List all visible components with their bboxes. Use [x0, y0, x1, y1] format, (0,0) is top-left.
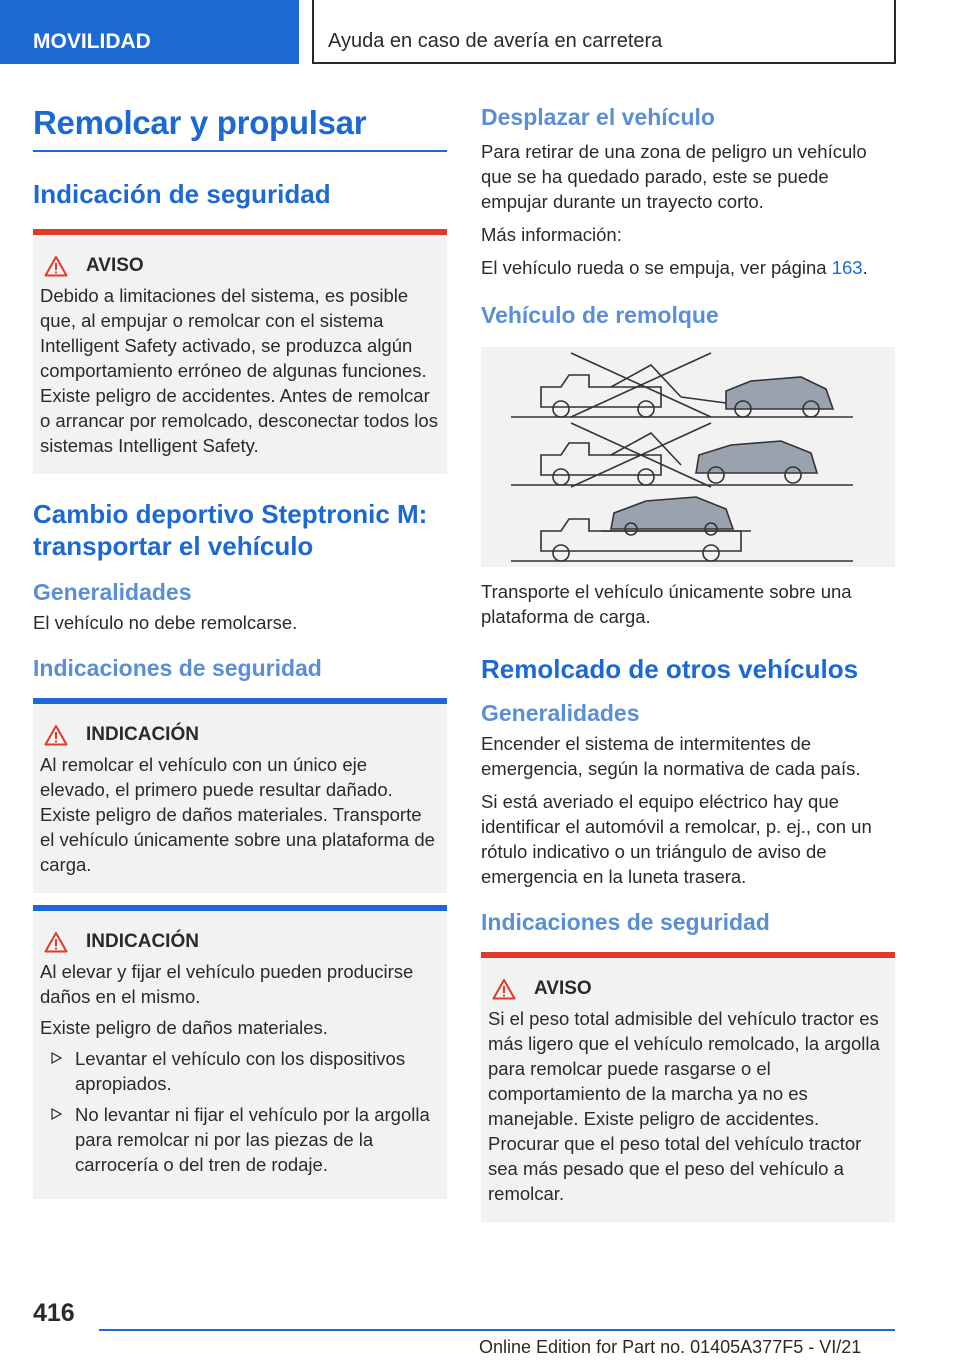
warning-box-aviso — [33, 229, 447, 474]
warning-triangle-icon — [44, 931, 68, 953]
heading-generalidades: Generalidades — [33, 578, 192, 605]
warning-triangle-icon — [44, 724, 68, 746]
warning-box-title — [44, 255, 439, 277]
heading-cambio-deportivo: Cambio deportivo Steptronic M: transportar el vehículo — [33, 498, 428, 561]
warning-text: Debido a limitaciones del sistema, es posible que, al empujar o remolcar con el sistema Intelligent Safety activado, se produzca algún comportamiento erróneo de algunas funciones. Existe peligro de accidentes. Antes de remolcar o arrancar por remolcado, desconectar todos los sistemas Intelligent Safety. — [40, 284, 438, 456]
edition-text: Online Edition for Part no. 01405A377F5 - VI/21 — [479, 1337, 862, 1357]
chapter-title: Ayuda en caso de avería en carretera — [312, 0, 896, 64]
note-box-2 — [33, 905, 447, 1199]
paragraph-encender: Encender el sistema de intermitentes de emergencia, según la normativa de cada país. — [481, 732, 861, 779]
left-column — [33, 100, 447, 1199]
note-box-1 — [33, 698, 447, 893]
warning-text: Si el peso total admisible del vehículo tractor es más ligero que el vehículo remolcado, la argolla para remolcar puede rasgarse o el comportamiento de la marcha ya no es manejable. Existe peligro de accidentes. Procurar que el peso total del vehículo tractor sea más pesado que el peso del vehículo a remolcar. — [488, 1007, 880, 1204]
note-label: INDICACIÓN — [86, 930, 199, 952]
bullet-triangle-icon — [50, 1108, 62, 1120]
right-column — [481, 100, 895, 1222]
warning-label: AVISO — [86, 254, 144, 276]
heading-desplazar: Desplazar el vehículo — [481, 104, 715, 130]
heading-generalidades: Generalidades — [481, 699, 640, 726]
warning-box-title — [492, 978, 887, 1000]
note-text: Existe peligro de daños materiales. — [40, 1016, 328, 1038]
paragraph-generalidades: El vehículo no debe remolcarse. — [33, 611, 298, 633]
warning-triangle-icon — [44, 255, 68, 277]
paragraph-desplazar: Para retirar de una zona de peligro un vehículo que se ha quedado parado, este se puede empujar durante un trayecto corto. — [481, 141, 867, 212]
bullet-triangle-icon — [50, 1052, 62, 1064]
warning-box-aviso — [481, 952, 895, 1222]
paragraph-reference: El vehículo rueda o se empuja, ver página 163. — [481, 257, 868, 278]
footer-divider — [99, 1329, 895, 1331]
note-text: Al elevar y fijar el vehículo pueden producirse daños en el mismo. — [40, 960, 414, 1007]
page-title: Remolcar y propulsar — [33, 100, 447, 152]
paragraph-mas-info: Más información: — [481, 224, 622, 245]
note-box-title — [44, 931, 439, 953]
paragraph-transporte: Transporte el vehículo únicamente sobre una plataforma de carga. — [481, 581, 852, 627]
note-box-title — [44, 724, 439, 746]
note-text: Al remolcar el vehículo con un único eje elevado, el primero puede resultar dañado. Existe peligro de daños materiales. Transporte el vehículo únicamente sobre una plataforma de carga. — [40, 753, 435, 875]
section-tab: MOVILIDAD — [0, 0, 299, 64]
list-item: No levantar ni fijar el vehículo por la argolla para remolcar ni por las piezas de la carrocería o del tren de rodaje. — [40, 1102, 439, 1177]
heading-indicaciones-seguridad: Indicaciones de seguridad — [33, 654, 322, 681]
warning-triangle-icon — [492, 978, 516, 1000]
page-number: 416 — [33, 1299, 75, 1327]
towing-illustration — [481, 347, 895, 567]
note-list — [40, 1046, 439, 1177]
note-label: INDICACIÓN — [86, 723, 199, 745]
heading-remolcado-otros: Remolcado de otros vehículos — [481, 654, 859, 684]
list-item: Levantar el vehículo con los dispositivos apropiados. — [40, 1046, 439, 1096]
heading-vehiculo-remolque: Vehículo de remolque — [481, 302, 719, 328]
warning-label: AVISO — [534, 977, 592, 999]
heading-indicaciones-seguridad: Indicaciones de seguridad — [481, 908, 770, 935]
paragraph-averiado: Si está averiado el equipo eléctrico hay que identificar el automóvil a remolcar, p. ej., con un rótulo indicativo o un triángulo de aviso de emergencia en la luneta trasera. — [481, 790, 872, 887]
heading-indicacion-seguridad: Indicación de seguridad — [33, 179, 331, 209]
towing-diagram — [481, 347, 895, 567]
page-link[interactable]: 163 — [831, 257, 863, 278]
